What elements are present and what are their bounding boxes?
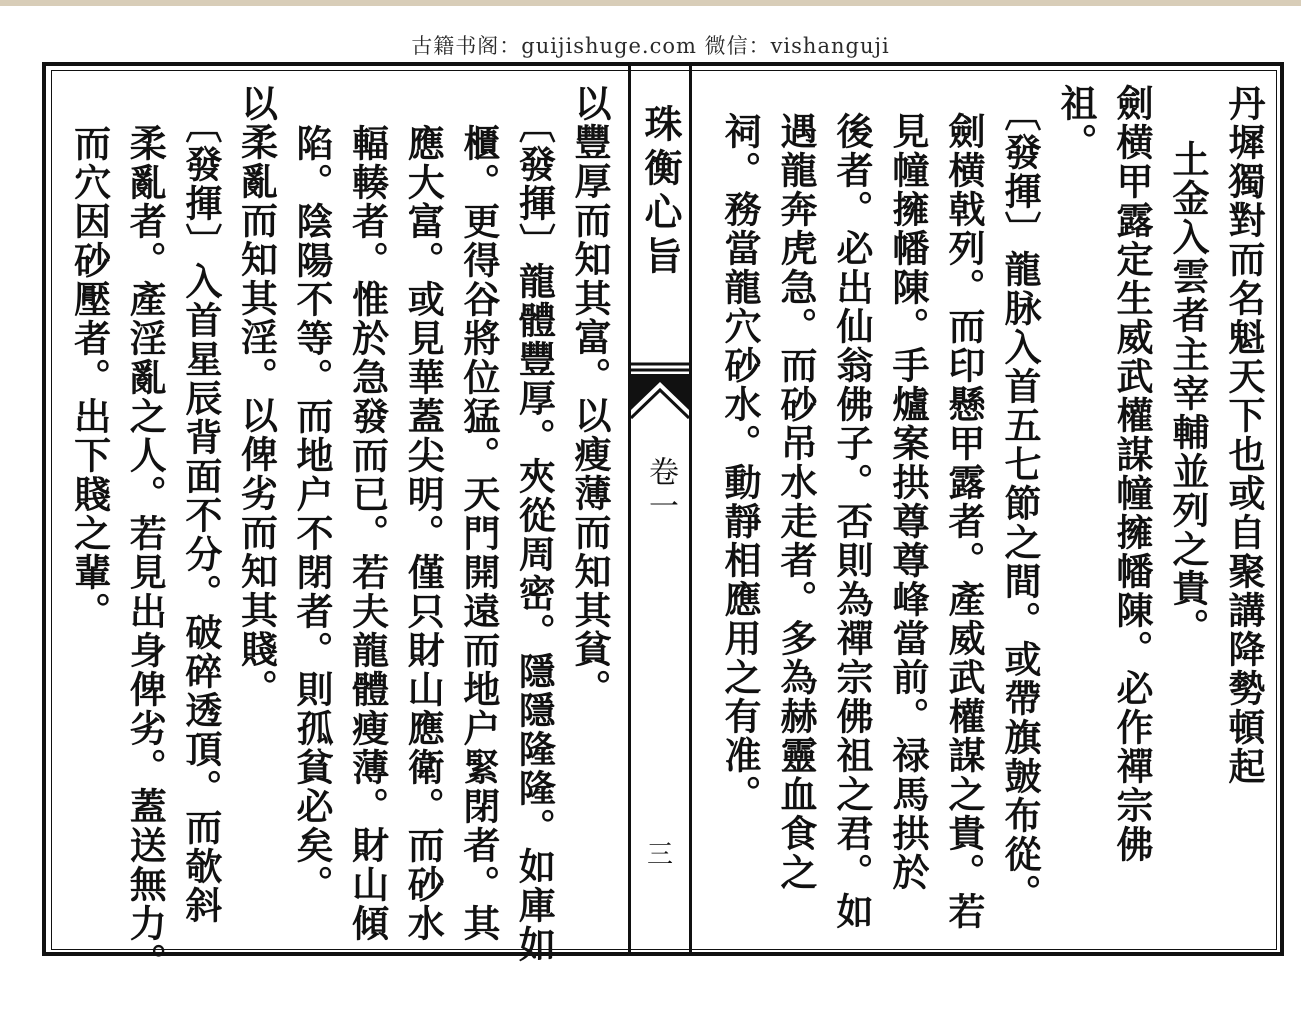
top-edge-band [0, 0, 1301, 6]
text-column: 劍横甲露定生威武權謀幢擁幡陳。必作禪宗佛 [1110, 84, 1154, 864]
spine-volume-label: 卷一 [643, 456, 678, 524]
text-column: 櫃。更得谷將位猛。天門開遠而地户緊閉者。其 [456, 124, 501, 943]
right-page-text [706, 84, 1272, 944]
text-column: 〔發揮〕入首星辰背面不分。破碎透頂。而欹斜 [178, 106, 223, 925]
text-column: 土金入雲者主宰輔並列之貴。 [1166, 140, 1210, 647]
text-column: 劍横戟列。而印懸甲露者。產威武權謀之貴。若 [942, 112, 986, 931]
text-column: 柔亂者。產淫亂之人。若見出身俾劣。蓋送無力。 [123, 124, 168, 982]
text-column: 輻輳者。惟於急發而已。若夫龍體瘦薄。財山傾 [345, 124, 390, 943]
text-column: 而穴因砂壓者。出下賤之輩。 [67, 124, 112, 631]
text-column: 見幢擁幡陳。手爐案拱尊尊峰當前。禄馬拱於 [886, 112, 930, 892]
text-column: 祠。務當龍穴砂水。動靜相應用之有准。 [718, 112, 762, 814]
text-column: 以柔亂而知其淫。以俾劣而知其賤。 [234, 84, 279, 708]
text-column: 應大富。或見華蓋尖明。僅只財山應衛。而砂水 [401, 124, 446, 943]
spine-book-title: 珠衡心旨 [638, 104, 683, 280]
text-column: 後者。必出仙翁佛子。否則為禪宗佛祖之君。如 [830, 112, 874, 931]
text-column: 以豐厚而知其富。以瘦薄而知其貧。 [568, 84, 612, 708]
fishtail-mark-icon [631, 360, 689, 420]
text-column: 祖。 [1054, 84, 1098, 162]
left-page-text [62, 84, 618, 982]
watermark-text: 古籍书阁：guijishuge.com 微信：vishanguji [411, 34, 890, 58]
book-spine-center [628, 64, 692, 954]
text-column: 丹墀獨對而名魁天下也或自聚講降勢頓起 [1222, 84, 1266, 786]
text-column: 陷。陰陽不等。而地户不閉者。則孤貧必矣。 [290, 124, 335, 904]
spine-page-number: 三 [646, 840, 673, 870]
text-column: 〔發揮〕龍脉入首五七節之間。或帶旗皷布從。 [998, 94, 1042, 913]
text-column: 遇龍奔虎急。而砂吊水走者。多為赫靈血食之 [774, 112, 818, 892]
text-column: 〔發揮〕龍體豐厚。夾從周密。隱隱隆隆。如庫如 [512, 106, 557, 964]
